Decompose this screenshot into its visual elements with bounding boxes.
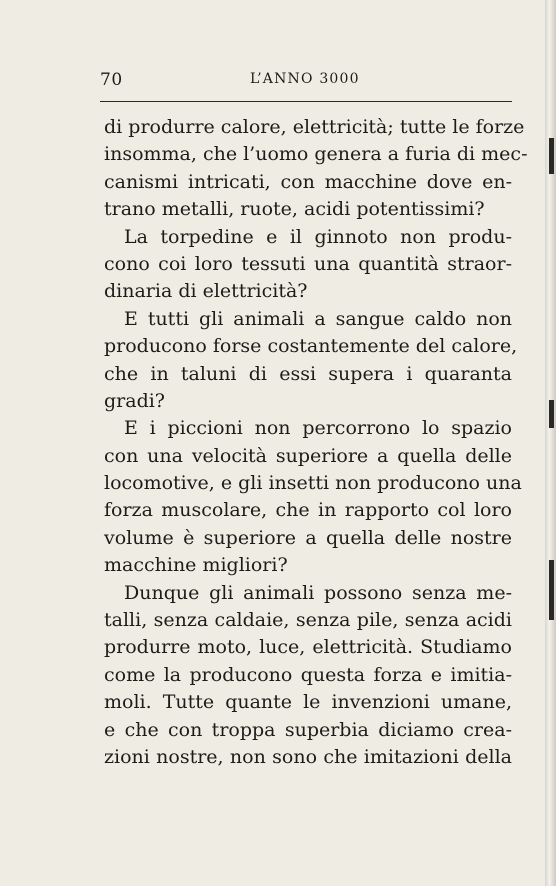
text-line: producono forse costantemente del calore,	[104, 335, 518, 358]
text-line: dinaria di elettricità?	[104, 280, 308, 303]
edge-mark	[549, 400, 554, 428]
text-line: talli, senza caldaie, senza pile, senza acidi	[104, 609, 512, 632]
page-edge	[545, 0, 556, 886]
text-line: E i piccioni non percorrono lo spazio	[124, 417, 512, 440]
edge-mark	[549, 138, 554, 174]
page-number: 70	[100, 70, 123, 90]
text-line: e che con troppa superbia diciamo crea-	[104, 718, 512, 741]
text-line: moli. Tutte quante le invenzioni umane,	[104, 691, 512, 714]
body-text	[104, 114, 528, 771]
text-line: canismi intricati, con macchine dove en-	[104, 170, 512, 193]
text-line: Dunque gli animali possono senza me-	[124, 581, 512, 604]
text-line: volume è superiore a quella delle nostre	[104, 526, 512, 549]
text-line: che in taluni di essi supera i quaranta	[104, 362, 512, 385]
text-line: forza muscolare, che in rapporto col loro	[104, 499, 512, 522]
text-line: cono coi loro tessuti una quantità straor-	[104, 252, 512, 275]
text-line: produrre moto, luce, elettricità. Studiamo	[104, 636, 512, 659]
page-header	[100, 70, 510, 94]
running-title: L’ANNO 3000	[250, 71, 360, 87]
text-line: zioni nostre, non sono che imitazioni della	[104, 745, 512, 768]
text-line: E tutti gli animali a sangue caldo non	[124, 307, 512, 330]
text-line: con una velocità superiore a quella delle	[104, 444, 512, 467]
text-line: come la producono questa forza e imitia-	[104, 663, 512, 686]
text-line: trano metalli, ruote, acidi potentissimi?	[104, 198, 485, 221]
edge-mark	[549, 560, 554, 620]
text-line: insomma, che l’uomo genera a furia di mec-	[104, 143, 528, 166]
text-line: gradi?	[104, 389, 165, 412]
text-line: di produrre calore, elettricità; tutte le forze	[104, 116, 525, 138]
text-line: La torpedine e il ginnoto non produ-	[124, 225, 512, 248]
header-rule	[100, 101, 512, 102]
text-line: locomotive, e gli insetti non producono una	[104, 472, 522, 495]
text-line: macchine migliori?	[104, 554, 288, 577]
